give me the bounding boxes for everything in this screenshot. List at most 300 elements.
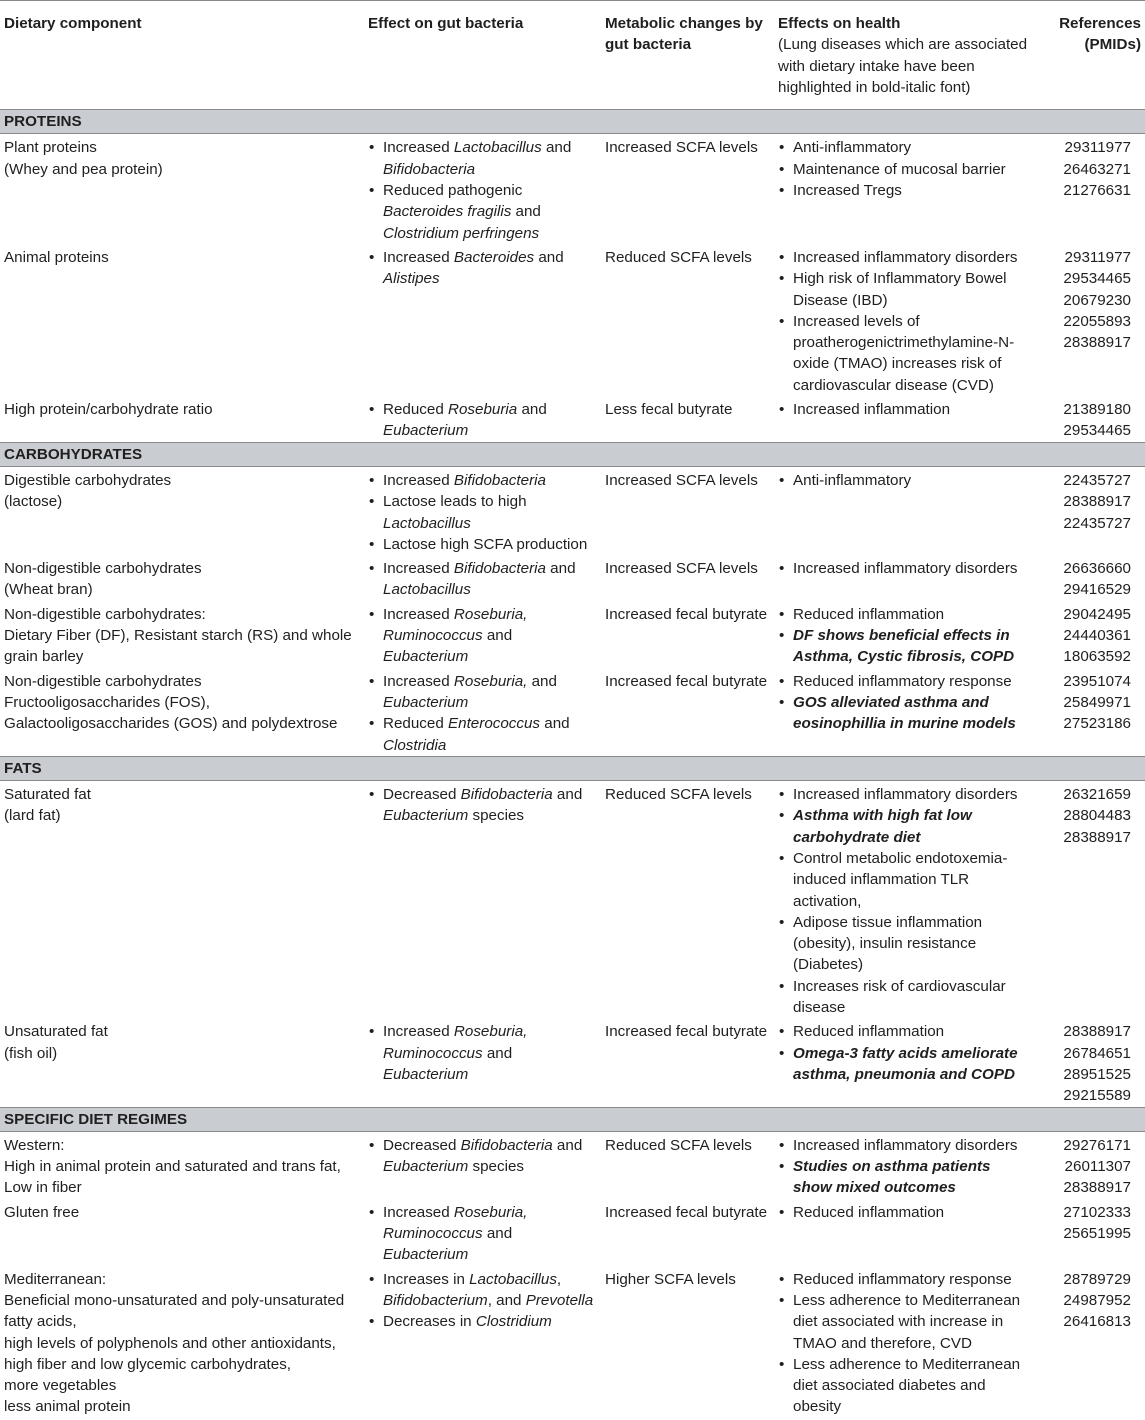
bullet-item: [368, 247, 597, 290]
component-line: (Wheat bran): [4, 581, 93, 599]
gut-bacteria-effect-cell: [364, 668, 601, 757]
pmid-reference: 28388917: [1063, 493, 1131, 511]
health-effect-cell-list: [778, 671, 1032, 735]
bullet-item: [778, 137, 1032, 158]
table-row: [0, 1018, 1145, 1107]
text-segment: species: [468, 807, 524, 825]
component-line: grain barley: [4, 648, 84, 666]
references-cell: [1036, 555, 1145, 601]
bullet-item: [368, 1311, 597, 1332]
bullet-item: [778, 1156, 1032, 1199]
health-effect-cell: [774, 601, 1036, 668]
references-cell: [1036, 1018, 1145, 1107]
text-segment: and: [540, 715, 570, 733]
table-row: [0, 1266, 1145, 1420]
bullet-item: [778, 692, 1032, 735]
table-row: [0, 134, 1145, 244]
italic-taxon: Eubacterium: [383, 648, 469, 666]
component-line: Unsaturated fat: [4, 1023, 108, 1041]
text-segment: Lactose leads to high: [383, 493, 527, 511]
bullet-item: [368, 1135, 597, 1178]
table-row: [0, 555, 1145, 601]
bullet-item: [778, 1290, 1032, 1354]
italic-taxon: Bacteroides: [453, 248, 535, 266]
header-dietary-component: Dietary component: [0, 1, 364, 110]
gut-bacteria-effect-cell: [364, 396, 601, 442]
text-segment: and: [534, 248, 564, 266]
metabolic-change-cell: Increased fecal butyrate: [605, 1203, 768, 1221]
italic-taxon: Roseburia,: [453, 672, 528, 690]
text-segment: and: [527, 672, 557, 690]
gut-bacteria-effect-cell-list: [368, 1202, 597, 1266]
health-effect-cell: [774, 781, 1036, 1019]
component-line: High in animal protein and saturated and trans fat,: [4, 1158, 341, 1176]
text-segment: Anti-inflammatory: [793, 139, 912, 157]
references-cell: [1036, 396, 1145, 442]
references-cell: [1036, 1131, 1145, 1198]
text-segment: Reduced inflammation: [793, 1023, 945, 1041]
gut-bacteria-effect-cell-list: [368, 558, 597, 601]
table-row: [0, 668, 1145, 757]
gut-bacteria-effect-cell: [364, 1018, 601, 1107]
italic-taxon: Alistipes: [383, 270, 440, 288]
health-effect-cell: [774, 466, 1036, 555]
health-effect-cell-list: [778, 1269, 1032, 1418]
text-segment: Increases risk of cardiovascular disease: [793, 977, 1006, 1017]
italic-taxon: Roseburia: [448, 401, 518, 419]
text-segment: Increased inflammatory disorders: [793, 560, 1018, 578]
pmid-reference: 29416529: [1063, 581, 1131, 599]
bullet-item: [368, 1202, 597, 1266]
bullet-item: [368, 604, 597, 668]
bullet-item: [778, 159, 1032, 180]
text-segment: Increased: [383, 471, 454, 489]
text-segment: Increased inflammatory disorders: [793, 786, 1018, 804]
italic-taxon: Roseburia, Ruminococcus: [383, 605, 528, 645]
text-segment: Increased: [383, 605, 454, 623]
dietary-component-cell: [0, 466, 364, 555]
bullet-item: [368, 784, 597, 827]
gut-bacteria-effect-cell-list: [368, 1269, 597, 1333]
section-header-row: [0, 1107, 1145, 1131]
dietary-component-cell: [0, 555, 364, 601]
health-effect-cell-list: [778, 558, 1032, 579]
bullet-item: [778, 1021, 1032, 1042]
text-segment: Reduced inflammatory response: [793, 1270, 1012, 1288]
pmid-reference: 29534465: [1063, 270, 1131, 288]
component-line: (Whey and pea protein): [4, 160, 163, 178]
text-segment: ,: [556, 1270, 562, 1288]
text-segment: Reduced inflammatory response: [793, 672, 1012, 690]
text-segment: Increased: [383, 1023, 454, 1041]
pmid-reference: 29042495: [1063, 605, 1131, 623]
gut-bacteria-effect-cell-list: [368, 470, 597, 555]
text-segment: Less adherence to Mediterranean diet associated diabetes and obesity: [793, 1355, 1021, 1416]
section-title: SPECIFIC DIET REGIMES: [0, 1107, 1145, 1131]
component-line: Fructooligosaccharides (FOS),: [4, 693, 210, 711]
italic-taxon: Bifidobacteria: [460, 786, 553, 804]
header-metabolic-changes: Metabolic changes by gut bacteria: [601, 1, 774, 110]
health-effect-cell: [774, 1266, 1036, 1420]
gut-bacteria-effect-cell: [364, 134, 601, 244]
text-segment: and: [482, 627, 513, 645]
pmid-reference: 28388917: [1063, 1023, 1131, 1041]
gut-bacteria-effect-cell-list: [368, 1135, 597, 1178]
italic-taxon: Clostridia: [383, 736, 447, 754]
text-segment: and: [482, 1225, 513, 1243]
pmid-reference: 24987952: [1063, 1291, 1131, 1309]
pmid-reference: 26784651: [1063, 1044, 1131, 1062]
dietary-component-cell: [0, 601, 364, 668]
component-line: Western:: [4, 1136, 65, 1154]
pmid-reference: 25849971: [1063, 693, 1131, 711]
pmid-reference: 29215589: [1063, 1087, 1131, 1105]
component-line: more vegetables: [4, 1377, 117, 1395]
bullet-item: [368, 534, 597, 555]
component-line: high levels of polyphenols and other antioxidants,: [4, 1334, 336, 1352]
text-segment: species: [468, 1158, 524, 1176]
text-segment: Adipose tissue inflammation (obesity), insulin resistance (Diabetes): [793, 913, 983, 974]
bullet-item: [368, 1269, 597, 1312]
gut-bacteria-effect-cell: [364, 1131, 601, 1198]
header-references: References (PMIDs): [1036, 1, 1145, 110]
gut-bacteria-effect-cell-list: [368, 247, 597, 290]
text-segment: Decreases in: [383, 1313, 476, 1331]
italic-taxon: Eubacterium: [383, 807, 469, 825]
text-segment: Reduced: [383, 715, 449, 733]
pmid-reference: 28388917: [1063, 1179, 1131, 1197]
pmid-reference: 21276631: [1063, 182, 1131, 200]
dietary-component-cell: [0, 668, 364, 757]
metabolic-change-cell: Reduced SCFA levels: [605, 1136, 752, 1154]
bullet-item: [368, 713, 597, 756]
bullet-item: [368, 558, 597, 601]
text-segment: Increased inflammatory disorders: [793, 1136, 1018, 1154]
header-effects-on-health-note: (Lung diseases which are associated with dietary intake have been highlighted in bold-italic font): [778, 36, 1028, 96]
table-row: [0, 244, 1145, 396]
component-line: (lard fat): [4, 807, 61, 825]
component-line: (fish oil): [4, 1044, 58, 1062]
dietary-component-cell: [0, 781, 364, 1019]
text-segment: Increased: [383, 139, 454, 157]
header-effect-on-gut-bacteria: Effect on gut bacteria: [364, 1, 601, 110]
bullet-item: [368, 137, 597, 180]
metabolic-change-cell: Increased fecal butyrate: [605, 605, 768, 623]
component-line: Non-digestible carbohydrates: [4, 560, 202, 578]
table-header: [0, 1, 1145, 110]
text-segment: and: [541, 139, 572, 157]
bullet-item: [778, 1269, 1032, 1290]
pmid-reference: 29311977: [1064, 139, 1131, 157]
gut-bacteria-effect-cell: [364, 244, 601, 396]
text-segment: Increased levels of proatherogenictrimethylamine-N-oxide (TMAO) increases risk of cardiovascular disease (CVD): [793, 312, 1015, 394]
dietary-component-cell: [0, 1018, 364, 1107]
pmid-reference: 29276171: [1063, 1136, 1131, 1154]
metabolic-change-cell: Increased SCFA levels: [605, 139, 758, 157]
italic-taxon: Eubacterium: [383, 422, 469, 440]
references-cell: [1036, 244, 1145, 396]
gut-bacteria-effect-cell: [364, 1266, 601, 1420]
metabolic-change-cell: Increased fecal butyrate: [605, 1023, 768, 1041]
pmid-reference: 23951074: [1063, 672, 1131, 690]
section-title: FATS: [0, 756, 1145, 780]
table-row: [0, 466, 1145, 555]
pmid-reference: 20679230: [1063, 291, 1131, 309]
text-segment: and: [517, 401, 547, 419]
gut-bacteria-effect-cell-list: [368, 399, 597, 442]
gut-bacteria-effect-cell: [364, 781, 601, 1019]
table-row: [0, 1199, 1145, 1266]
bullet-item: [778, 268, 1032, 311]
text-segment: and: [545, 560, 576, 578]
health-effect-cell: [774, 555, 1036, 601]
bullet-item: [778, 671, 1032, 692]
italic-taxon: Bifidobacteria: [460, 1136, 553, 1154]
text-segment: Reduced inflammation: [793, 1203, 945, 1221]
bullet-item: [778, 1043, 1032, 1086]
lung-disease-highlight: Omega-3 fatty acids ameliorate asthma, pneumonia and COPD: [793, 1044, 1018, 1083]
component-line: Non-digestible carbohydrates: [4, 672, 202, 690]
text-segment: Increased: [383, 672, 454, 690]
pmid-reference: 21389180: [1063, 401, 1131, 419]
text-segment: Increased Tregs: [793, 182, 902, 200]
pmid-reference: 28804483: [1063, 807, 1131, 825]
references-cell: [1036, 134, 1145, 244]
health-effect-cell: [774, 1131, 1036, 1198]
bullet-item: [368, 491, 597, 534]
italic-taxon: Bacteroides fragilis: [383, 203, 512, 221]
pmid-reference: 28951525: [1063, 1065, 1131, 1083]
bullet-item: [778, 784, 1032, 805]
pmid-reference: 22055893: [1063, 312, 1131, 330]
bullet-item: [778, 558, 1032, 579]
bullet-item: [778, 311, 1032, 396]
italic-taxon: Bifidobacteria: [453, 560, 546, 578]
health-effect-cell-list: [778, 784, 1032, 1018]
health-effect-cell-list: [778, 604, 1032, 668]
component-line: high fiber and low glycemic carbohydrates,: [4, 1355, 292, 1373]
component-line: Low in fiber: [4, 1179, 82, 1197]
table-body: [0, 110, 1145, 1420]
metabolic-change-cell: Reduced SCFA levels: [605, 248, 752, 266]
component-line: Non-digestible carbohydrates:: [4, 605, 206, 623]
bullet-item: [778, 805, 1032, 848]
lung-disease-highlight: Studies on asthma patients show mixed outcomes: [793, 1158, 991, 1197]
pmid-reference: 27102333: [1063, 1203, 1131, 1221]
references-cell: [1036, 781, 1145, 1019]
bullet-item: [778, 1202, 1032, 1223]
pmid-reference: 28388917: [1063, 828, 1131, 846]
gut-bacteria-effect-cell: [364, 1199, 601, 1266]
health-effect-cell-list: [778, 1202, 1032, 1223]
italic-taxon: Eubacterium: [383, 1158, 469, 1176]
bullet-item: [368, 399, 597, 442]
dietary-component-cell: [0, 1131, 364, 1198]
text-segment: and: [552, 786, 583, 804]
gut-bacteria-effect-cell: [364, 555, 601, 601]
text-segment: Reduced: [383, 401, 449, 419]
bullet-item: [778, 470, 1032, 491]
section-header-row: [0, 110, 1145, 134]
pmid-reference: 26636660: [1063, 560, 1131, 578]
lung-disease-highlight: Asthma with high fat low carbohydrate diet: [793, 807, 972, 846]
health-effect-cell: [774, 134, 1036, 244]
italic-taxon: Eubacterium: [383, 693, 469, 711]
table-row: [0, 1131, 1145, 1198]
bullet-item: [778, 976, 1032, 1019]
component-line: Gluten free: [4, 1203, 80, 1221]
component-line: Plant proteins: [4, 139, 97, 157]
section-header-row: [0, 756, 1145, 780]
bullet-item: [778, 247, 1032, 268]
bullet-item: [778, 625, 1032, 668]
italic-taxon: Eubacterium: [383, 1065, 469, 1083]
bullet-item: [368, 180, 597, 244]
component-line: High protein/carbohydrate ratio: [4, 401, 213, 419]
component-line: fatty acids,: [4, 1313, 77, 1331]
pmid-reference: 26321659: [1063, 786, 1131, 804]
references-cell: [1036, 601, 1145, 668]
component-line: Dietary Fiber (DF), Resistant starch (RS) and whole: [4, 627, 352, 645]
component-line: Animal proteins: [4, 248, 109, 266]
gut-bacteria-effect-cell: [364, 601, 601, 668]
health-effect-cell: [774, 244, 1036, 396]
bullet-item: [778, 848, 1032, 912]
text-segment: and: [511, 203, 541, 221]
references-cell: [1036, 1199, 1145, 1266]
pmid-reference: 28388917: [1063, 334, 1131, 352]
gut-bacteria-effect-cell-list: [368, 604, 597, 668]
italic-taxon: Roseburia, Ruminococcus: [383, 1203, 528, 1243]
component-line: Mediterranean:: [4, 1270, 107, 1288]
italic-taxon: Prevotella: [525, 1291, 594, 1309]
text-segment: High risk of Inflammatory Bowel Disease (IBD): [793, 270, 1007, 309]
pmid-reference: 18063592: [1063, 648, 1131, 666]
italic-taxon: Lactobacillus: [469, 1270, 557, 1288]
component-line: Beneficial mono-unsaturated and poly-unsaturated: [4, 1291, 345, 1309]
text-segment: Increased: [383, 1203, 454, 1221]
italic-taxon: Roseburia, Ruminococcus: [383, 1023, 528, 1062]
health-effect-cell-list: [778, 470, 1032, 491]
bullet-item: [778, 180, 1032, 201]
bullet-item: [778, 1354, 1032, 1418]
text-segment: Increased inflammatory disorders: [793, 248, 1018, 266]
pmid-reference: 22435727: [1063, 471, 1131, 489]
pmid-reference: 25651995: [1063, 1225, 1131, 1243]
italic-taxon: Enterococcus: [448, 715, 541, 733]
metabolic-change-cell: Reduced SCFA levels: [605, 786, 752, 804]
italic-taxon: Lactobacillus: [383, 514, 471, 532]
component-line: (lactose): [4, 493, 63, 511]
text-segment: and: [482, 1044, 513, 1062]
text-segment: Less adherence to Mediterranean diet associated with increase in TMAO and therefore, CVD: [793, 1291, 1021, 1352]
pmid-reference: 26011307: [1064, 1158, 1131, 1176]
references-cell: [1036, 1266, 1145, 1420]
dietary-component-cell: [0, 1199, 364, 1266]
section-header-row: [0, 442, 1145, 466]
references-cell: [1036, 668, 1145, 757]
health-effect-cell: [774, 1199, 1036, 1266]
italic-taxon: Bifidobacterium: [383, 1291, 488, 1309]
italic-taxon: Bifidobacteria: [383, 160, 476, 178]
table-row: [0, 781, 1145, 1019]
header-effects-on-health-title: Effects on health: [778, 15, 901, 32]
dietary-component-cell: [0, 396, 364, 442]
table-row: [0, 601, 1145, 668]
pmid-reference: 24440361: [1063, 627, 1131, 645]
component-line: Saturated fat: [4, 786, 91, 804]
text-segment: Reduced pathogenic: [383, 182, 523, 200]
table-row: [0, 396, 1145, 442]
text-segment: Increased inflammation: [793, 401, 951, 419]
header-effects-on-health: [774, 1, 1036, 110]
text-segment: , and: [487, 1291, 526, 1309]
metabolic-change-cell: Less fecal butyrate: [605, 401, 733, 419]
gut-bacteria-effect-cell-list: [368, 137, 597, 243]
metabolic-change-cell: Increased fecal butyrate: [605, 672, 768, 690]
text-segment: Reduced inflammation: [793, 605, 945, 623]
references-cell: [1036, 466, 1145, 555]
health-effect-cell: [774, 668, 1036, 757]
text-segment: Maintenance of mucosal barrier: [793, 160, 1006, 178]
component-line: Galactooligosaccharides (GOS) and polydextrose: [4, 715, 338, 733]
text-segment: Control metabolic endotoxemia-induced inflammation TLR activation,: [793, 849, 1008, 910]
health-effect-cell-list: [778, 247, 1032, 396]
gut-bacteria-effect-cell: [364, 466, 601, 555]
bullet-item: [778, 604, 1032, 625]
metabolic-change-cell: Higher SCFA levels: [605, 1270, 736, 1288]
bullet-item: [368, 470, 597, 491]
text-segment: Increased: [383, 248, 454, 266]
gut-bacteria-effect-cell-list: [368, 671, 597, 756]
italic-taxon: Eubacterium: [383, 1246, 469, 1264]
health-effect-cell: [774, 396, 1036, 442]
dietary-component-cell: [0, 1266, 364, 1420]
component-line: Digestible carbohydrates: [4, 471, 172, 489]
text-segment: Lactose high SCFA production: [383, 535, 588, 553]
pmid-reference: 26463271: [1063, 160, 1131, 178]
bullet-item: [778, 912, 1032, 976]
italic-taxon: Clostridium: [475, 1313, 552, 1331]
italic-taxon: Bifidobacteria: [453, 471, 546, 489]
pmid-reference: 22435727: [1063, 514, 1131, 532]
lung-disease-highlight: GOS alleviated asthma and eosinophillia in murine models: [793, 693, 1016, 733]
bullet-item: [368, 671, 597, 714]
health-effect-cell-list: [778, 137, 1032, 201]
section-title: CARBOHYDRATES: [0, 442, 1145, 466]
health-effect-cell-list: [778, 1021, 1032, 1085]
component-line: less animal protein: [4, 1398, 131, 1416]
text-segment: Decreased: [383, 1136, 461, 1154]
pmid-reference: 28789729: [1063, 1270, 1131, 1288]
health-effect-cell-list: [778, 399, 1032, 420]
section-title: PROTEINS: [0, 110, 1145, 134]
italic-taxon: Clostridium perfringens: [383, 224, 540, 242]
text-segment: Decreased: [383, 786, 461, 804]
text-segment: Anti-inflammatory: [793, 471, 912, 489]
bullet-item: [368, 1021, 597, 1085]
italic-taxon: Lactobacillus: [453, 139, 542, 157]
pmid-reference: 27523186: [1063, 715, 1131, 733]
metabolic-change-cell: Increased SCFA levels: [605, 471, 758, 489]
pmid-reference: 26416813: [1063, 1313, 1131, 1331]
bullet-item: [778, 399, 1032, 420]
health-effect-cell: [774, 1018, 1036, 1107]
gut-bacteria-effect-cell-list: [368, 784, 597, 827]
gut-bacteria-effect-cell-list: [368, 1021, 597, 1085]
pmid-reference: 29534465: [1063, 422, 1131, 440]
italic-taxon: Lactobacillus: [383, 581, 471, 599]
